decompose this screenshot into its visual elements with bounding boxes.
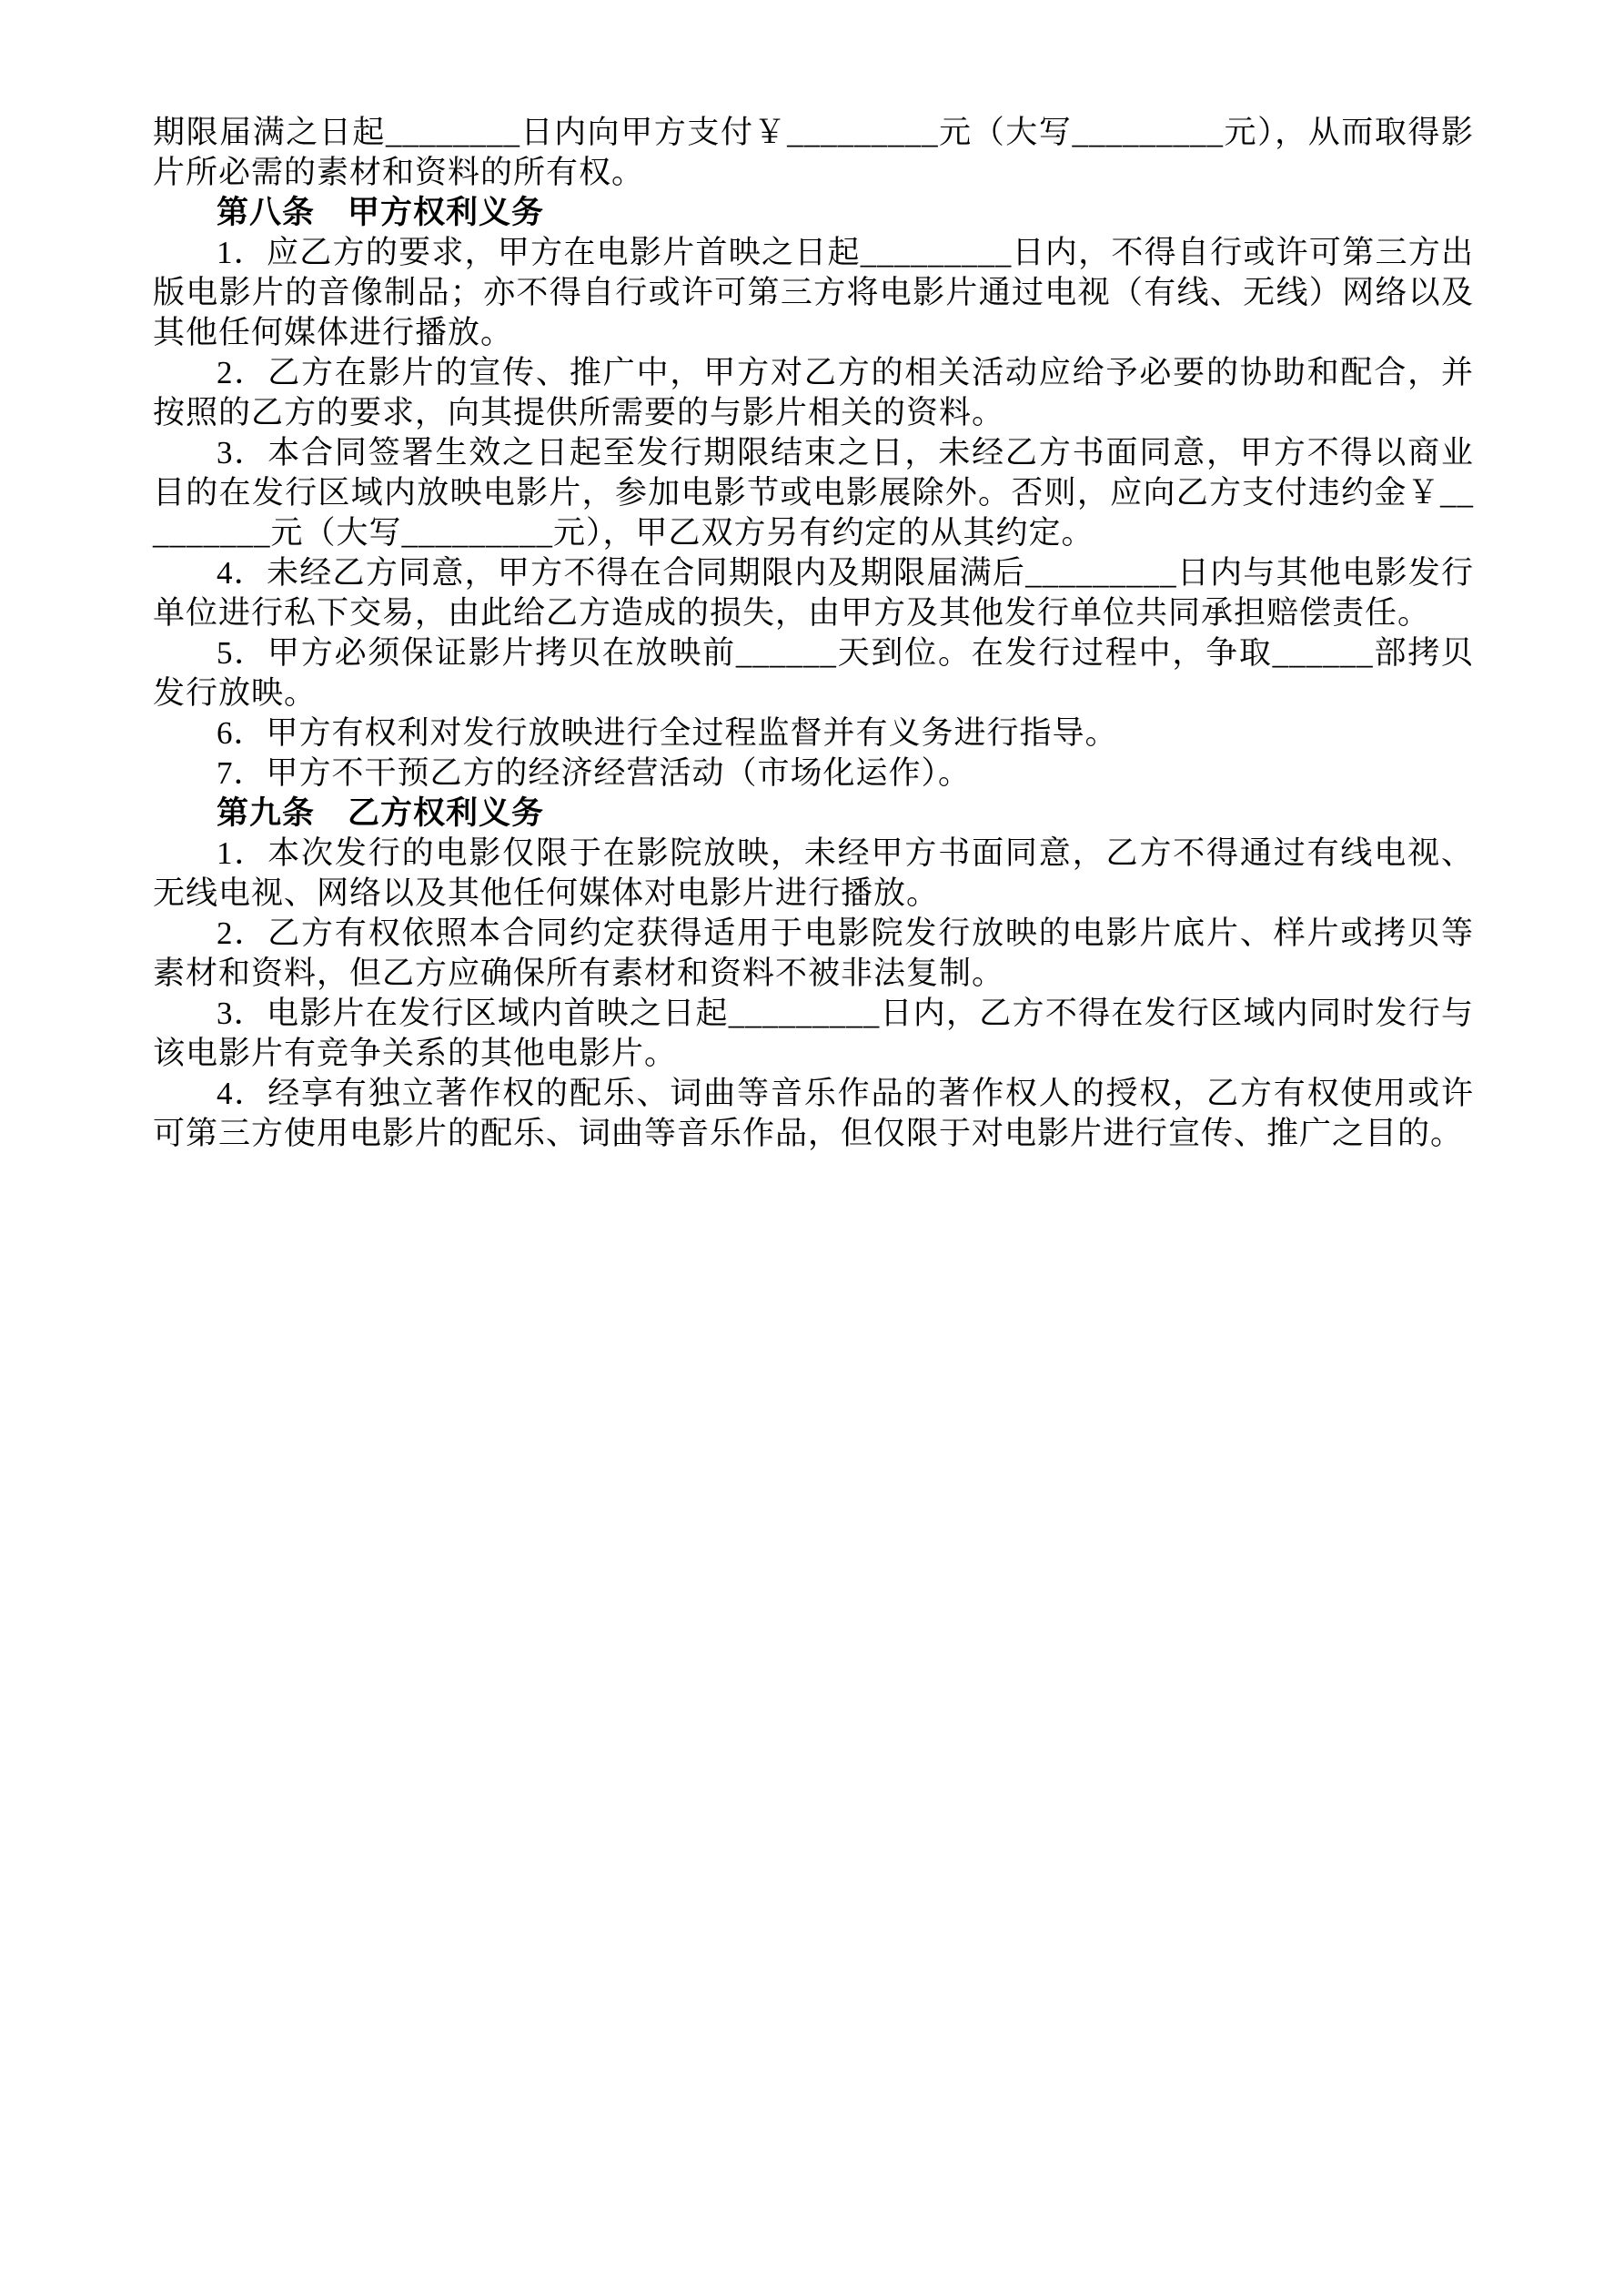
paragraph-article8-item7: 7．甲方不干预乙方的经济经营活动（市场化运作）。 <box>217 755 972 791</box>
paragraph-article8-item3: 3．本合同签署生效之日起至发行期限结束之日，未经乙方书面同意，甲方不得以商业目的在发行区域内放映电影片，参加电影节或电影展除外。否则，应向乙方支付违约金￥_________元（大写_________元），甲乙双方另有约定的从其约定。 <box>153 435 1474 551</box>
paragraph-article9-item2: 2．乙方有权依照本合同约定获得适用于电影院发行放映的电影片底片、样片或拷贝等素材和资料，但乙方应确保所有素材和资料不被非法复制。 <box>153 915 1474 991</box>
paragraph-article8-item5: 5．甲方必须保证影片拷贝在放映前______天到位。在发行过程中，争取______部拷贝发行放映。 <box>153 635 1474 711</box>
paragraph-article9-item4: 4．经享有独立著作权的配乐、词曲等音乐作品的著作权人的授权，乙方有权使用或许可第三方使用电影片的配乐、词曲等音乐作品，但仅限于对电影片进行宣传、推广之目的。 <box>153 1076 1474 1151</box>
section-heading-article-8: 第八条 甲方权利义务 <box>217 195 545 230</box>
contract-text-block <box>153 113 1474 1154</box>
paragraph-article8-item6: 6．甲方有权利对发行放映进行全过程监督并有义务进行指导。 <box>217 715 1118 751</box>
paragraph-article8-item4: 4．未经乙方同意，甲方不得在合同期限内及期限届满后_________日内与其他电影发行单位进行私下交易，由此给乙方造成的损失，由甲方及其他发行单位共同承担赔偿责任。 <box>153 555 1474 631</box>
paragraph-article8-item1: 1．应乙方的要求，甲方在电影片首映之日起_________日内，不得自行或许可第三方出版电影片的音像制品；亦不得自行或许可第三方将电影片通过电视（有线、无线）网络以及其他任何媒体进行播放。 <box>153 235 1474 350</box>
paragraph-article9-item3: 3．电影片在发行区域内首映之日起_________日内，乙方不得在发行区域内同时发行与该电影片有竞争关系的其他电影片。 <box>153 996 1474 1071</box>
paragraph-article9-item1: 1．本次发行的电影仅限于在影院放映，未经甲方书面同意，乙方不得通过有线电视、无线电视、网络以及其他任何媒体对电影片进行播放。 <box>153 835 1474 911</box>
paragraph-article8-item2: 2．乙方在影片的宣传、推广中，甲方对乙方的相关活动应给予必要的协助和配合，并按照的乙方的要求，向其提供所需要的与影片相关的资料。 <box>153 355 1474 430</box>
paragraph-continuation: 期限届满之日起________日内向甲方支付￥_________元（大写_________元），从而取得影片所必需的素材和资料的所有权。 <box>153 115 1474 190</box>
section-heading-article-9: 第九条 乙方权利义务 <box>217 795 545 831</box>
